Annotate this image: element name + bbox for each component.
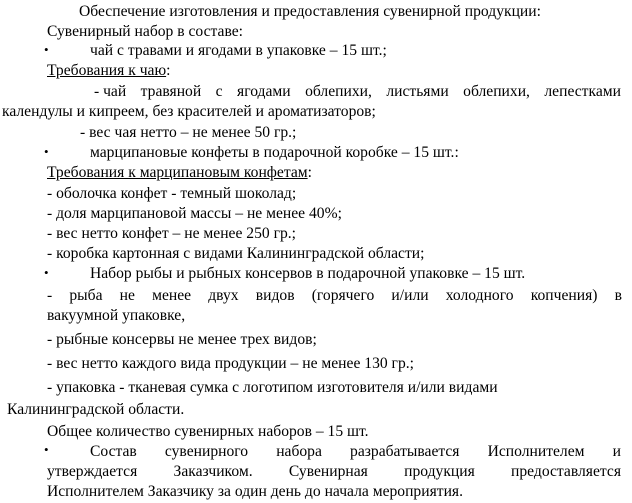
fish-requirement-cont: Калининградской области. xyxy=(7,401,185,418)
candy-requirement: - вес нетто конфет – не менее 250 гр.; xyxy=(47,225,296,242)
bullet-icon: • xyxy=(44,265,49,280)
total-count: Общее количество сувенирных наборов – 15 шт. xyxy=(47,423,369,440)
bullet-icon: • xyxy=(44,442,49,457)
fish-requirement: - упаковка - тканевая сумка с логотипом изготовителя и/или видами xyxy=(47,379,498,396)
bullet-icon: • xyxy=(44,42,49,57)
bullet-icon: • xyxy=(44,144,49,159)
fish-requirement-line: - рыба не менее двух видов (горячего и/или холодного копчения) в xyxy=(47,287,622,304)
candy-requirement: - оболочка конфет - темный шоколад; xyxy=(47,185,297,202)
fish-requirement-line-cont: вакуумной упаковке, xyxy=(47,307,186,324)
tea-requirements-heading: Требования к чаю: xyxy=(47,62,171,79)
tea-weight: - вес чая нетто – не менее 50 гр.; xyxy=(80,124,297,141)
candy-requirements-heading: Требования к марципановым конфетам: xyxy=(47,164,312,181)
final-note-line: Состав сувенирного набора разрабатывается Исполнителем и xyxy=(90,443,621,460)
document-title: Обеспечение изготовления и предоставления сувенирной продукции: xyxy=(79,3,541,20)
candy-requirement: - коробка картонная с видами Калининградской области; xyxy=(47,245,425,262)
tea-item: чай с травами и ягодами в упаковке – 15 шт.; xyxy=(90,42,387,59)
set-intro: Сувенирный набор в составе: xyxy=(47,23,243,40)
fish-requirement: - рыбные консервы не менее трех видов; xyxy=(47,331,317,348)
fish-requirement: - вес нетто каждого вида продукции – не менее 130 гр.; xyxy=(47,355,414,372)
fish-item: Набор рыбы и рыбных консервов в подарочной упаковке – 15 шт. xyxy=(90,265,526,282)
candy-requirement: - доля марципановой массы – не менее 40%; xyxy=(47,205,342,222)
final-note-line: Исполнителем Заказчику за один день до начала мероприятия. xyxy=(47,483,463,500)
tea-requirement-line-cont: календулы и кипреем, без красителей и ароматизаторов; xyxy=(2,103,376,120)
final-note-line: утверждается Заказчиком. Сувенирная продукция предоставляется xyxy=(47,463,621,480)
candy-item: марципановые конфеты в подарочной коробке – 15 шт.: xyxy=(90,144,459,161)
tea-requirement-line: - чай травяной с ягодами облепихи, листьями облепихи, лепестками xyxy=(94,83,621,100)
